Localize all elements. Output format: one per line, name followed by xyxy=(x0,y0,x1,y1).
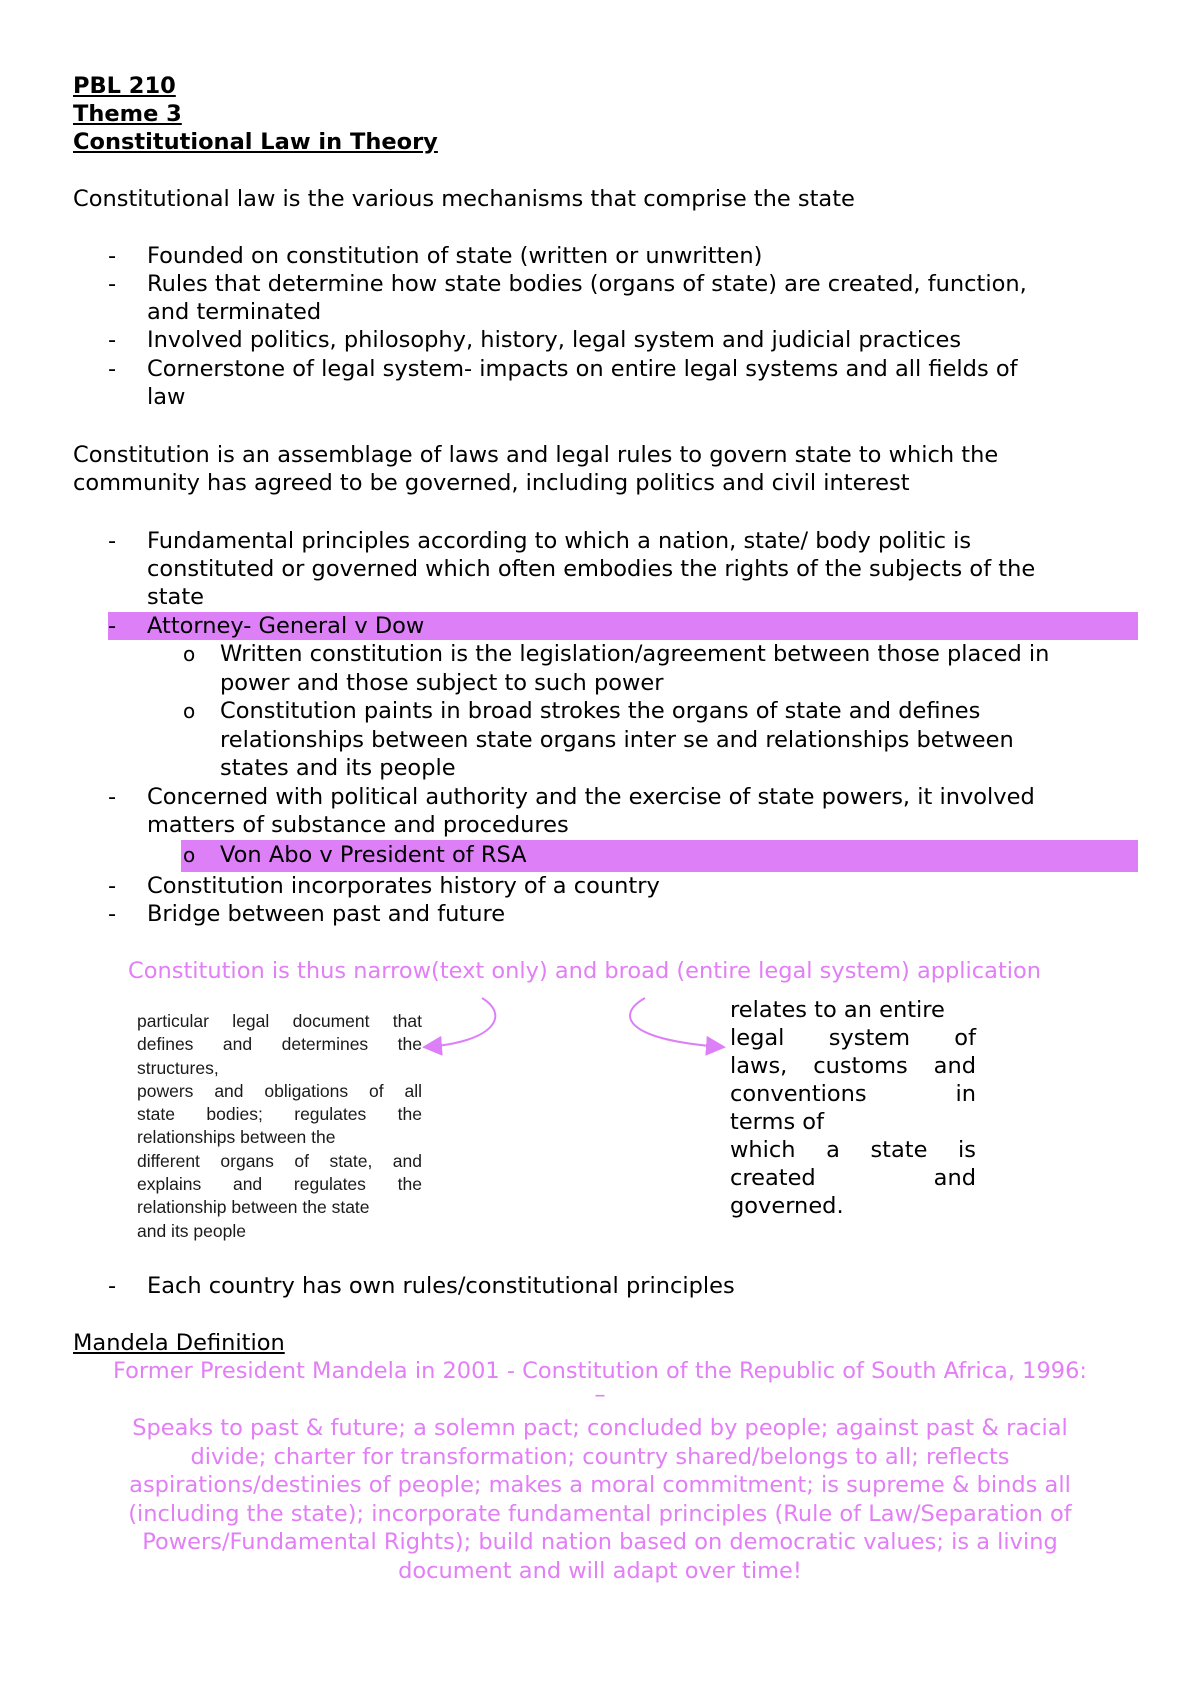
broad-line: which a state is xyxy=(730,1137,976,1163)
bullet-circle: o xyxy=(183,699,196,723)
sub-item: Written constitution is the legislation/agreement between those placed in xyxy=(220,641,1050,667)
mandela-line: Speaks to past & future; a solemn pact; concluded by people; against past & racial xyxy=(132,1415,1068,1441)
broad-line: legal system of xyxy=(730,1025,976,1051)
bullet-dash: - xyxy=(108,901,117,927)
bullet-dash: - xyxy=(108,613,117,639)
mandela-line: – xyxy=(594,1382,606,1408)
narrow-line: different organs of state, and xyxy=(137,1150,422,1171)
constitution-def-line: community has agreed to be governed, including politics and civil interest xyxy=(73,470,910,496)
bullet-dash: - xyxy=(108,784,117,810)
sub-item-cont: power and those subject to such power xyxy=(220,670,664,696)
mandela-line: Powers/Fundamental Rights); build nation based on democratic values; is a living xyxy=(142,1529,1058,1555)
broad-line: created and xyxy=(730,1165,976,1191)
list-item-cont: matters of substance and procedures xyxy=(147,812,569,838)
bullet-dash: - xyxy=(108,271,117,297)
broad-line: relates to an entire xyxy=(730,997,945,1023)
arrow-left-icon xyxy=(426,998,495,1047)
narrow-broad-text: Constitution is thus narrow(text only) and broad (entire legal system) application xyxy=(128,958,1042,984)
broad-line: terms of xyxy=(730,1109,824,1135)
list-item: Bridge between past and future xyxy=(147,901,506,927)
mandela-line: Former President Mandela in 2001 - Constitution of the Republic of South Africa, 1996: xyxy=(113,1358,1087,1384)
bullet-dash: - xyxy=(108,356,117,382)
case-name: Attorney- General v Dow xyxy=(147,613,425,639)
bullet-circle: o xyxy=(183,642,196,666)
course-code: PBL 210 xyxy=(73,73,176,99)
narrow-line: defines and determines the xyxy=(137,1034,422,1055)
list-item: Concerned with political authority and the exercise of state powers, it involved xyxy=(147,784,1035,810)
topic-title: Constitutional Law in Theory xyxy=(73,129,438,155)
constitution-def-line: Constitution is an assemblage of laws and legal rules to govern state to which the xyxy=(73,442,999,468)
list-item-cont: and terminated xyxy=(147,299,322,325)
list-item: Constitution incorporates history of a country xyxy=(147,873,660,899)
narrow-line: state bodies; regulates the xyxy=(137,1104,422,1125)
list-item: Involved politics, philosophy, history, legal system and judicial practices xyxy=(147,327,962,353)
list-item: Rules that determine how state bodies (organs of state) are created, function, xyxy=(147,271,1027,297)
intro-text: Constitutional law is the various mechanisms that comprise the state xyxy=(73,186,855,212)
arrow-right-icon xyxy=(630,998,722,1047)
list-item-cont: constituted or governed which often embodies the rights of the subjects of the xyxy=(147,556,1036,582)
narrow-line: explains and regulates the xyxy=(137,1174,422,1195)
broad-line: conventions in xyxy=(730,1081,976,1107)
broad-line: laws, customs and xyxy=(730,1053,976,1079)
narrow-definition xyxy=(137,1010,422,1243)
list-item-cont: state xyxy=(147,584,204,610)
bullet-dash: - xyxy=(108,528,117,554)
narrow-line: particular legal document that xyxy=(137,1011,422,1031)
list-item: Founded on constitution of state (written or unwritten) xyxy=(147,243,763,269)
sub-item-cont: relationships between state organs inter se and relationships between xyxy=(220,727,1014,753)
case-name: Von Abo v President of RSA xyxy=(220,842,527,868)
broad-line: governed. xyxy=(730,1193,844,1219)
theme-title: Theme 3 xyxy=(73,101,182,127)
mandela-line: (including the state); incorporate fundamental principles (Rule of Law/Separation of xyxy=(128,1501,1072,1527)
sub-item-cont: states and its people xyxy=(220,755,456,781)
narrow-line: powers and obligations of all xyxy=(137,1080,422,1101)
bullet-dash: - xyxy=(108,243,117,269)
list-item: Each country has own rules/constitutional principles xyxy=(147,1273,735,1299)
bullet-dash: - xyxy=(108,873,117,899)
list-item-cont: law xyxy=(147,384,186,410)
mandela-heading: Mandela Definition xyxy=(73,1330,285,1356)
mandela-line: document and will adapt over time! xyxy=(398,1558,802,1584)
mandela-line: divide; charter for transformation; country shared/belongs to all; reflects xyxy=(190,1444,1010,1470)
sub-item: Constitution paints in broad strokes the organs of state and defines xyxy=(220,698,981,724)
narrow-line: relationships between the xyxy=(137,1127,336,1148)
mandela-line: aspirations/destinies of people; makes a moral commitment; is supreme & binds all xyxy=(129,1472,1071,1498)
list-item: Fundamental principles according to which a nation, state/ body politic is xyxy=(147,528,972,554)
bullet-dash: - xyxy=(108,327,117,353)
narrow-line: relationship between the state xyxy=(137,1197,370,1218)
bullet-circle: o xyxy=(183,843,196,867)
narrow-line: and its people xyxy=(137,1220,246,1241)
list-item: Cornerstone of legal system- impacts on entire legal systems and all fields of xyxy=(147,356,1018,382)
broad-definition xyxy=(730,996,976,1220)
arrows-diagram xyxy=(410,990,730,1060)
bullet-dash: - xyxy=(108,1273,117,1299)
narrow-line: structures, xyxy=(137,1057,219,1078)
